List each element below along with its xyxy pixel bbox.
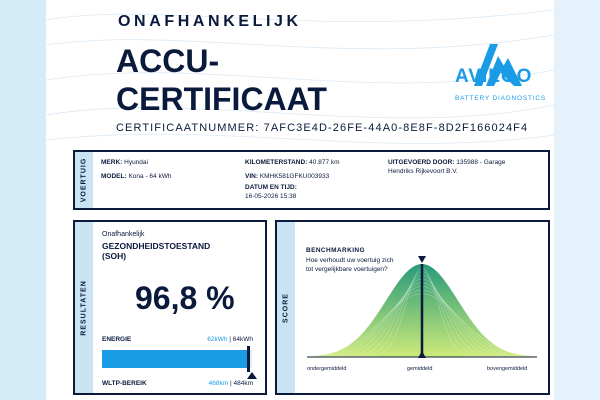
soh-value: 96,8 % — [135, 280, 235, 316]
results-subtitle: Onafhankelijk — [102, 231, 145, 238]
score-tab-label: SCORE — [282, 292, 290, 323]
results-panel — [73, 220, 267, 395]
soh-pointer-icon — [247, 372, 257, 379]
performed-by-company: Hendriks Rijkevoort B.V. — [388, 168, 458, 175]
energy-label: ENERGIE — [102, 336, 132, 343]
performed-by-value: 135988 - Garage — [456, 159, 506, 166]
date-value: 16-05-2026 15:38 — [245, 193, 297, 200]
wltp-values — [185, 380, 253, 387]
score-tab — [277, 222, 295, 393]
soh-title — [102, 241, 242, 261]
results-tab-label: RESULTATEN — [80, 279, 88, 336]
soh-bar-marker — [247, 346, 250, 372]
energy-current: 62kWh — [207, 336, 228, 343]
vehicle-position-top-icon — [418, 256, 426, 263]
mileage-value: 40.877 km — [309, 159, 340, 166]
soh-bar-track — [102, 350, 252, 368]
performed-by-label: UITGEVOERD DOOR: — [388, 159, 455, 166]
wltp-total: | 484km — [229, 380, 253, 387]
model-label: MODEL: — [101, 173, 127, 180]
brand-field — [101, 158, 148, 167]
scale-low-label: ondergemiddeld — [307, 366, 347, 372]
soh-title-line-2: (SOH) — [102, 251, 127, 261]
vin-field — [245, 172, 329, 181]
brand-label: MERK: — [101, 159, 123, 166]
wltp-current: 468km — [208, 380, 229, 387]
certificate-kicker: ONAFHANKELIJK — [118, 13, 302, 30]
energy-total: | 64kWh — [229, 336, 253, 343]
benchmark-title: BENCHMARKING — [306, 247, 365, 254]
vin-value: KMHK581GFKU003933 — [259, 173, 330, 180]
certificate-title — [116, 42, 327, 118]
results-tab — [75, 222, 93, 393]
certificate-title-line-2: CERTIFICAAT — [116, 81, 327, 117]
soh-bar-fill — [102, 350, 247, 368]
right-decoration-stripe — [554, 0, 600, 400]
energy-values — [185, 336, 253, 343]
logo-wordmark: AVILOO — [455, 66, 533, 87]
certificate-title-line-1: ACCU- — [116, 43, 220, 79]
logo-tagline: BATTERY DIAGNOSTICS — [455, 95, 547, 102]
wltp-label: WLTP-BEREIK — [102, 380, 147, 387]
mileage-field — [245, 158, 340, 167]
score-panel — [275, 220, 550, 395]
soh-title-line-1: GEZONDHEIDSTOESTAND — [102, 241, 211, 251]
certificate-number: CERTIFICAATNUMMER: 7AFC3E4D-26FE-44A0-8E8F-8D2F166024F4 — [116, 122, 529, 134]
date-field — [245, 183, 297, 201]
vin-label: VIN: — [245, 173, 258, 180]
benchmark-question: Hoe verhoudt uw voertuig zich tot vergelijkbare voertuigen? — [306, 257, 394, 273]
vehicle-tab-label: VOERTUIG — [80, 157, 88, 203]
vehicle-panel — [73, 150, 550, 210]
brand-value: Hyundai — [124, 159, 148, 166]
model-field — [101, 172, 171, 181]
scale-high-label: bovengemiddeld — [487, 366, 528, 372]
vehicle-tab — [75, 152, 93, 208]
date-label: DATUM EN TIJD: — [245, 184, 297, 191]
left-decoration-stripe — [0, 0, 46, 400]
model-value: Kona - 64 kWh — [128, 173, 172, 180]
benchmark-curve — [297, 252, 547, 367]
mileage-label: KILOMETERSTAND: — [245, 159, 308, 166]
performed-by-field — [388, 158, 505, 176]
scale-mid-label: gemiddeld — [407, 366, 433, 372]
